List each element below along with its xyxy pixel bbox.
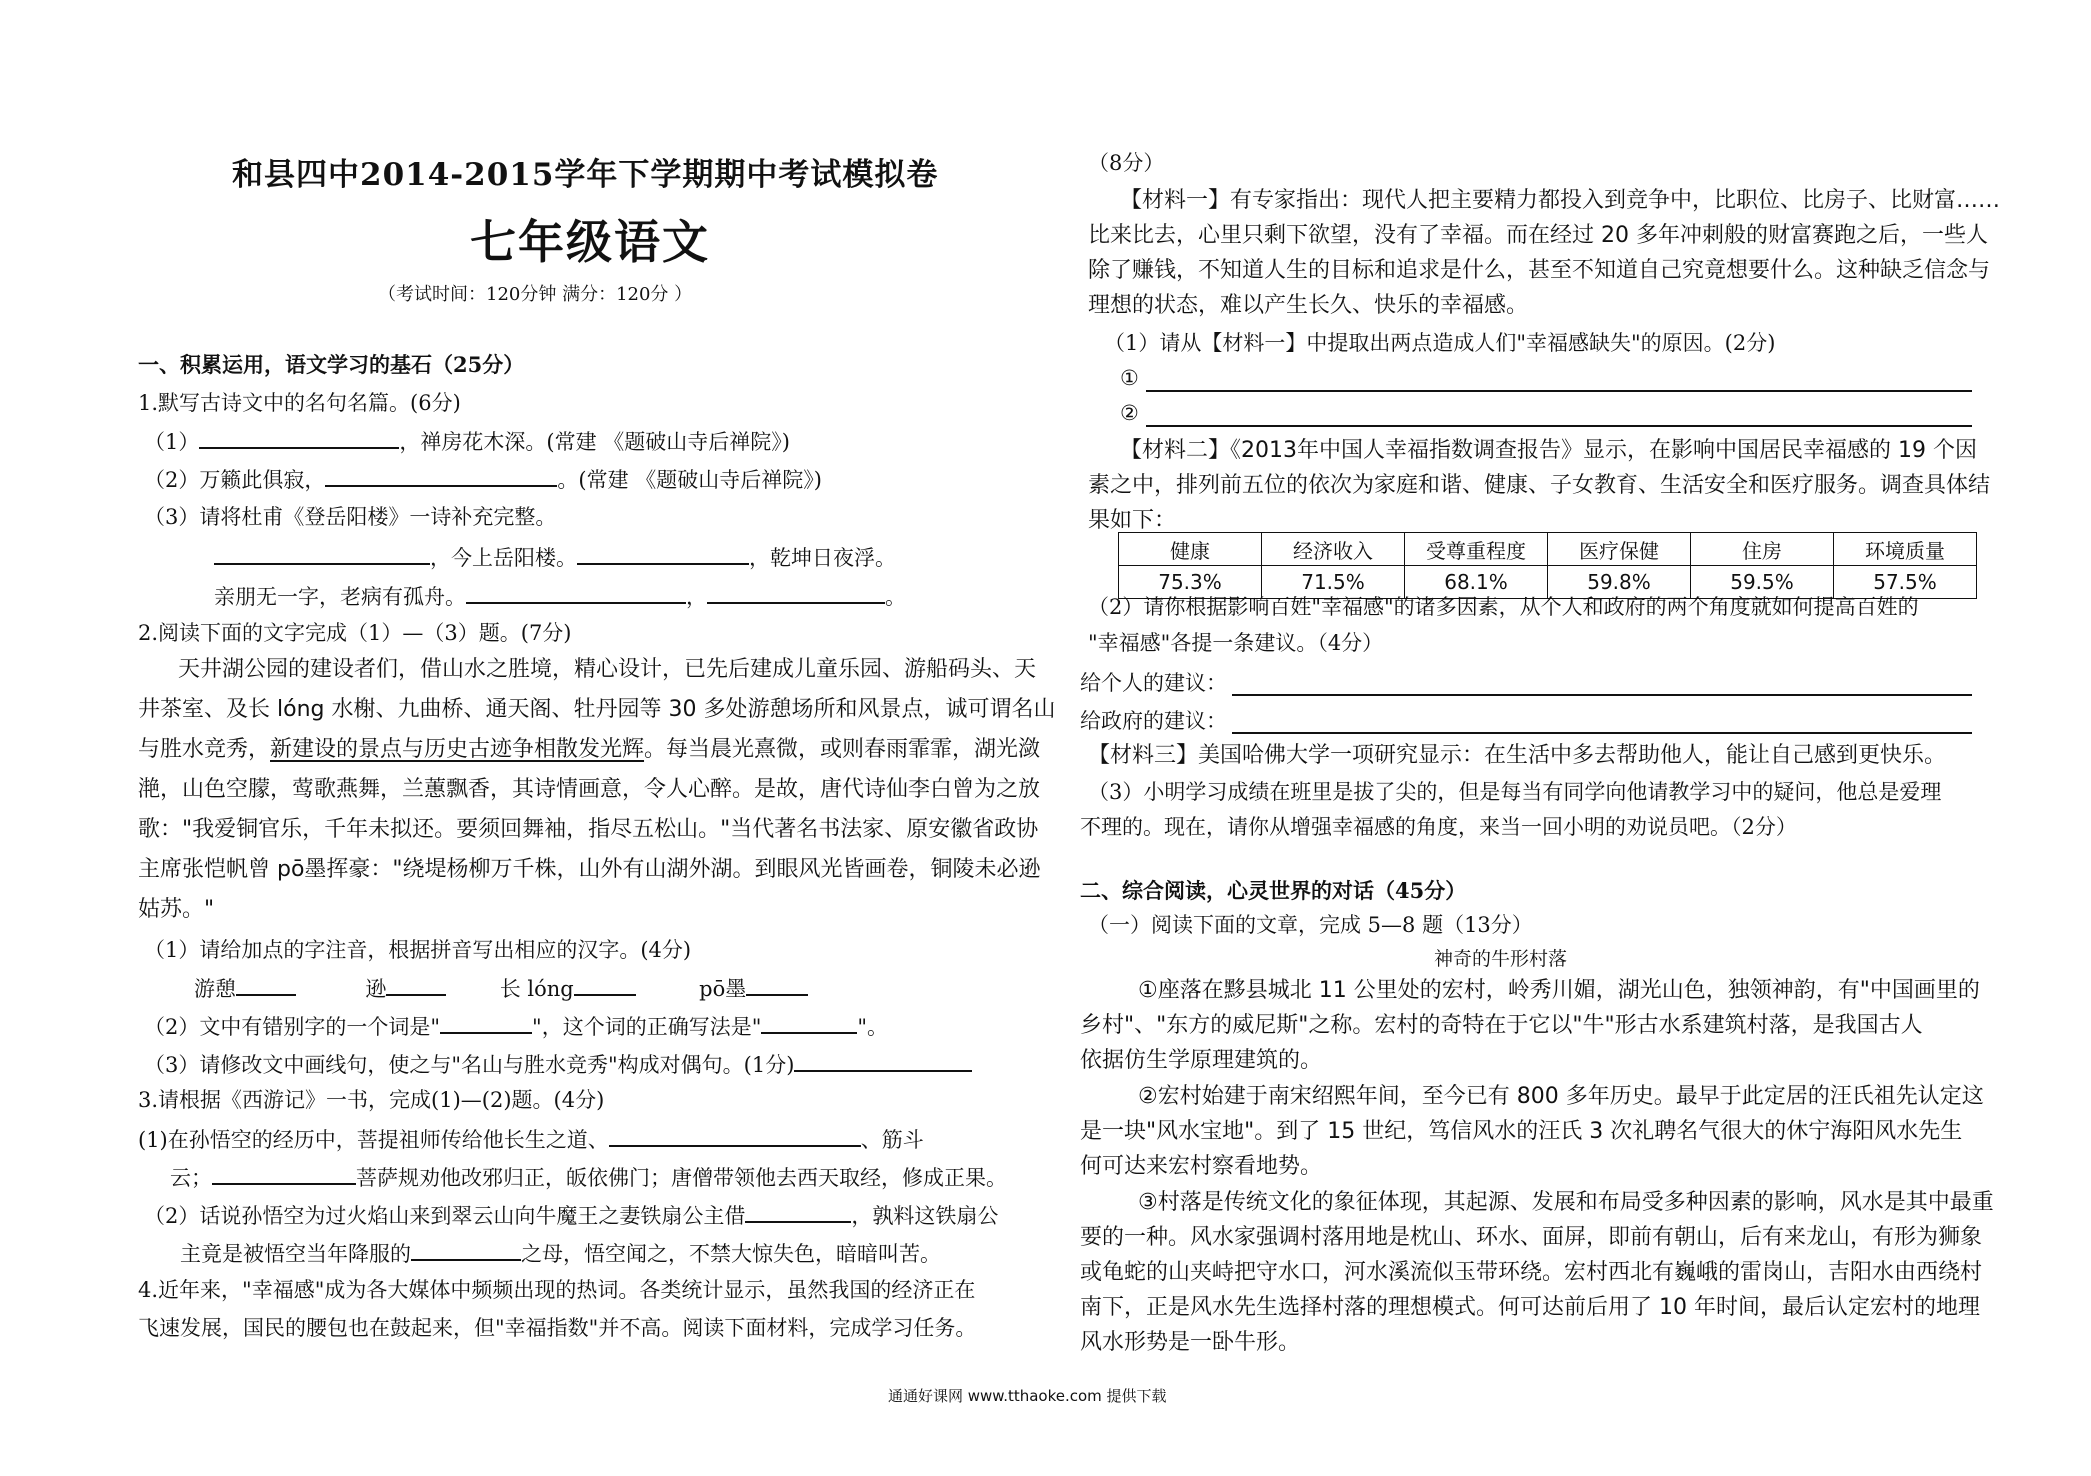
article-p3-1: ③村落是传统文化的象征体现，其起源、发展和布局受多种因素的影响，风水是其中最重 — [1138, 1190, 1994, 1215]
answer-blank[interactable] — [411, 1237, 521, 1261]
q1-l2-pre: （2）万籁此俱寂， — [144, 468, 326, 492]
q1-line4 — [214, 541, 896, 573]
q2-passage-5: 歌："我爱铜官乐，千年未拟还。要须回舞袖，指尽五松山。"当代著名书法家、原安徽省政协 — [138, 817, 1039, 842]
material3: 【材料三】美国哈佛大学一项研究显示：在生活中多去帮助他人，能让自己感到更快乐。 — [1088, 743, 1947, 768]
article-p2-1: ②宏村始建于南宋绍熙年间，至今已有 800 多年历史。最早于此定居的汪氏祖先认定这 — [1138, 1084, 1984, 1109]
q2-stem: 2.阅读下面的文字完成（1）—（3）题。(7分) — [138, 621, 572, 645]
q2-passage-4: 滟，山色空朦，莺歌燕舞，兰蕙飘香，其诗情画意，令人心醉。是故，唐代诗仙李白曾为之放 — [138, 777, 1041, 802]
material2-line1: 【材料二】《2013年中国人幸福指数调查报告》显示，在影响中国居民幸福感的 19 个因 — [1120, 438, 1977, 463]
answer-blank[interactable] — [745, 1199, 851, 1223]
table-cell: 68.1% — [1405, 566, 1548, 599]
table-header-row — [1119, 533, 1977, 566]
q2-passage-3 — [138, 735, 1040, 765]
q3-l4-post: 之母，悟空闻之，不禁大惊失色，暗暗叫苦。 — [521, 1242, 941, 1266]
q3-stem: 3.请根据《西游记》一书，完成(1)—(2)题。(4分) — [138, 1088, 605, 1112]
answer-line-2-label: ② — [1120, 401, 1139, 425]
q3-line4 — [180, 1237, 941, 1269]
advice-government-label: 给政府的建议： — [1080, 709, 1227, 733]
table-header-cell: 经济收入 — [1262, 533, 1405, 566]
q1-stem: 1.默写古诗文中的名句名篇。(6分) — [138, 391, 461, 415]
article-p1-3: 依据仿生学原理建筑的。 — [1080, 1048, 1323, 1073]
q4-score: （8分） — [1088, 151, 1165, 175]
article-title: 神奇的牛形村落 — [1434, 948, 1568, 970]
footer-download-note: 通通好课网 www.tthaoke.com 提供下载 — [888, 1387, 1167, 1405]
answer-blank[interactable] — [212, 1161, 356, 1185]
q3-line1 — [138, 1123, 924, 1155]
q3-line3 — [144, 1199, 998, 1231]
table-header-cell: 住房 — [1691, 533, 1834, 566]
material1-line2: 比来比去，心里只剩下欲望，没有了幸福。而在经过 20 多年冲刺般的财富赛跑之后，一些人 — [1088, 223, 1988, 248]
pinyin-item-3: 长 lóng — [499, 977, 574, 1001]
q4-line2: 飞速发展，国民的腰包也在鼓起来，但"幸福指数"并不高。阅读下面材料，完成学习任务。 — [138, 1316, 977, 1340]
q1-l1-post: ，禅房花木深。(常建 《题破山寺后禅院》) — [399, 430, 790, 454]
material1-line3: 除了赚钱，不知道人生的目标和追求是什么，甚至不知道自己究竟想要什么。这种缺乏信念与 — [1088, 258, 1991, 283]
table-cell: 59.8% — [1548, 566, 1691, 599]
table-cell: 71.5% — [1262, 566, 1405, 599]
q2-s3-text: （3）请修改文中画线句，使之与"名山与胜水竞秀"构成对偶句。(1分) — [144, 1053, 795, 1077]
q1-line5 — [214, 580, 906, 612]
section2-title: 二、综合阅读，心灵世界的对话（45分） — [1080, 878, 1467, 903]
article-p1-2: 乡村"、"东方的威尼斯"之称。宏村的奇特在于它以"牛"形古水系建筑村落，是我国古人 — [1080, 1013, 1923, 1038]
q2-passage-7: 姑苏。" — [138, 897, 215, 922]
q2-sub2 — [144, 1010, 888, 1042]
table-cell: 59.5% — [1691, 566, 1834, 599]
q1-l1-pre: （1） — [144, 430, 200, 454]
q2-sub1: （1）请给加点的字注音，根据拼音写出相应的汉字。(4分) — [144, 938, 692, 962]
article-p1-1: ①座落在黟县城北 11 公里处的宏村，岭秀川媚，湖光山色，独领神韵，有"中国画里的 — [1138, 978, 1980, 1003]
q3-l1-pre: (1)在孙悟空的经历中，菩提祖师传给他长生之道、 — [138, 1128, 609, 1152]
table-header-cell: 环境质量 — [1834, 533, 1977, 566]
q2-pinyin-row — [194, 972, 808, 1004]
answer-line-1-label: ① — [1120, 366, 1139, 390]
exam-title: 和县四中2014-2015学年下学期期中考试模拟卷 — [232, 157, 939, 193]
q1-l2-post: 。(常建 《题破山寺后禅院》) — [557, 468, 822, 492]
table-header-cell: 医疗保健 — [1548, 533, 1691, 566]
article-p3-5: 风水形势是一卧牛形。 — [1080, 1330, 1301, 1355]
table-header-cell: 受尊重程度 — [1405, 533, 1548, 566]
happiness-table — [1118, 532, 1977, 599]
material1-line4: 理想的状态，难以产生长久、快乐的幸福感。 — [1088, 293, 1529, 318]
article-p3-3: 或龟蛇的山夹峙把守水口，河水溪流似玉带环绕。宏村西北有巍峨的雷岗山，吉阳水由西绕村 — [1080, 1260, 1983, 1285]
q3-l1-post: 、筋斗 — [860, 1128, 924, 1152]
answer-blank[interactable] — [577, 541, 749, 565]
q3-l2-post: 菩萨规劝他改邪归正，皈依佛门；唐僧带领他去西天取经，修成正果。 — [356, 1166, 1007, 1190]
q3-l2-pre: 云； — [170, 1166, 212, 1190]
q1-l5-pre: 亲朋无一字，老病有孤舟。 — [214, 585, 466, 609]
r-q1: （1）请从【材料一】中提取出两点造成人们"幸福感缺失"的原因。(2分) — [1104, 331, 1776, 355]
answer-blank[interactable] — [386, 972, 446, 996]
answer-blank[interactable] — [574, 972, 636, 996]
r-q3-line2: 不理的。现在，请你从增强幸福感的角度，来当一回小明的劝说员吧。（2分） — [1080, 815, 1797, 839]
answer-blank[interactable] — [236, 972, 296, 996]
q2-p3-post: 。每当晨光熹微，或则春雨霏霏，湖光潋 — [644, 737, 1041, 762]
underlined-sentence: 新建设的景点与历史古迹争相散发光辉 — [270, 737, 645, 762]
advice-personal-label: 给个人的建议： — [1080, 671, 1227, 695]
pinyin-item-1: 游憩 — [194, 977, 236, 1001]
q2-s2-mid: "，这个词的正确写法是" — [532, 1015, 762, 1039]
table-cell: 57.5% — [1834, 566, 1977, 599]
q2-passage-6: 主席张恺帆曾 pō墨挥豪："绕堤杨柳万千株，山外有山湖外湖。到眼风光皆画卷，铜陵未必逊 — [138, 857, 1041, 882]
q1-l5-mid: ， — [686, 585, 707, 609]
q2-sub3 — [144, 1048, 972, 1080]
answer-blank[interactable] — [466, 580, 686, 604]
answer-line[interactable] — [1146, 403, 1972, 427]
answer-blank[interactable] — [761, 1010, 857, 1034]
answer-blank[interactable] — [325, 463, 557, 487]
subject-title: 七年级语文 — [470, 215, 710, 269]
q2-passage-2: 井茶室、及长 lóng 水榭、九曲桥、通天阁、牡丹园等 30 多处游憩场所和风景点，诚可谓名山 — [138, 697, 1056, 722]
answer-line[interactable] — [1232, 672, 1972, 696]
part1-heading: （一）阅读下面的文章，完成 5—8 题（13分） — [1088, 913, 1533, 937]
q1-line2 — [144, 463, 822, 495]
r-q3-line1: （3）小明学习成绩在班里是拔了尖的，但是每当有同学向他请教学习中的疑问，他总是爱理 — [1088, 780, 1942, 804]
article-p2-2: 是一块"风水宝地"。到了 15 世纪，笃信风水的汪氏 3 次礼聘名气很大的休宁海阳风水先生 — [1080, 1119, 1963, 1144]
q1-l4-post: ，乾坤日夜浮。 — [749, 546, 896, 570]
exam-info: （考试时间：120分钟 满分：120分 ） — [378, 284, 693, 305]
q1-l5-post: 。 — [885, 585, 906, 609]
answer-line[interactable] — [1146, 368, 1972, 392]
answer-blank[interactable] — [440, 1010, 532, 1034]
q3-l3-pre: （2）话说孙悟空为过火焰山来到翠云山向牛魔王之妻铁扇公主借 — [144, 1204, 746, 1228]
q1-l4-mid: ，今上岳阳楼。 — [430, 546, 577, 570]
q3-line2 — [170, 1161, 1007, 1193]
table-cell: 75.3% — [1119, 566, 1262, 599]
material2-line2: 素之中，排列前五位的依次为家庭和谐、健康、子女教育、生活安全和医疗服务。调查具体结 — [1088, 473, 1991, 498]
q2-passage-1: 天井湖公园的建设者们，借山水之胜境，精心设计，已先后建成儿童乐园、游船码头、天 — [178, 657, 1037, 682]
q1-line1 — [144, 425, 790, 457]
q2-s2-pre: （2）文中有错别字的一个词是" — [144, 1015, 441, 1039]
answer-line[interactable] — [1232, 710, 1972, 734]
section1-title: 一、积累运用，语文学习的基石（25分） — [138, 352, 525, 377]
q2-s2-post: "。 — [857, 1015, 889, 1039]
q1-line3: （3）请将杜甫《登岳阳楼》一诗补充完整。 — [144, 505, 557, 529]
q3-l3-post: ，孰料这铁扇公 — [851, 1204, 999, 1228]
answer-blank[interactable] — [199, 425, 399, 449]
r-q2-line2: "幸福感"各提一条建议。（4分） — [1088, 631, 1384, 655]
pinyin-item-2: 逊 — [365, 977, 387, 1001]
answer-blank[interactable] — [214, 541, 430, 565]
answer-blank[interactable] — [707, 580, 885, 604]
q4-line1: 4.近年来，"幸福感"成为各大媒体中频频出现的热词。各类统计显示，虽然我国的经济正在 — [138, 1278, 976, 1302]
q2-p3-pre: 与胜水竞秀， — [138, 737, 271, 762]
r-q2-line1: （2）请你根据影响百姓"幸福感"的诸多因素，从个人和政府的两个角度就如何提高百姓的 — [1088, 595, 1919, 619]
article-p3-4: 南下，正是风水先生选择村落的理想模式。何可达前后用了 10 年时间，最后认定宏村的地理 — [1080, 1295, 1980, 1320]
answer-blank[interactable] — [794, 1048, 972, 1072]
table-header-cell: 健康 — [1119, 533, 1262, 566]
article-p3-2: 要的一种。风水家强调村落用地是枕山、环水、面屏，即前有朝山，后有来龙山，有形为狮象 — [1080, 1225, 1983, 1250]
article-p2-3: 何可达来宏村察看地势。 — [1080, 1154, 1323, 1179]
material1-line1: 【材料一】有专家指出：现代人把主要精力都投入到竞争中，比职位、比房子、比财富…… — [1120, 188, 2001, 213]
pinyin-item-4: pō墨 — [699, 977, 747, 1001]
answer-blank[interactable] — [609, 1123, 861, 1147]
answer-blank[interactable] — [746, 972, 808, 996]
material2-line3: 果如下： — [1088, 508, 1177, 533]
q3-l4-pre: 主竟是被悟空当年降服的 — [180, 1242, 411, 1266]
